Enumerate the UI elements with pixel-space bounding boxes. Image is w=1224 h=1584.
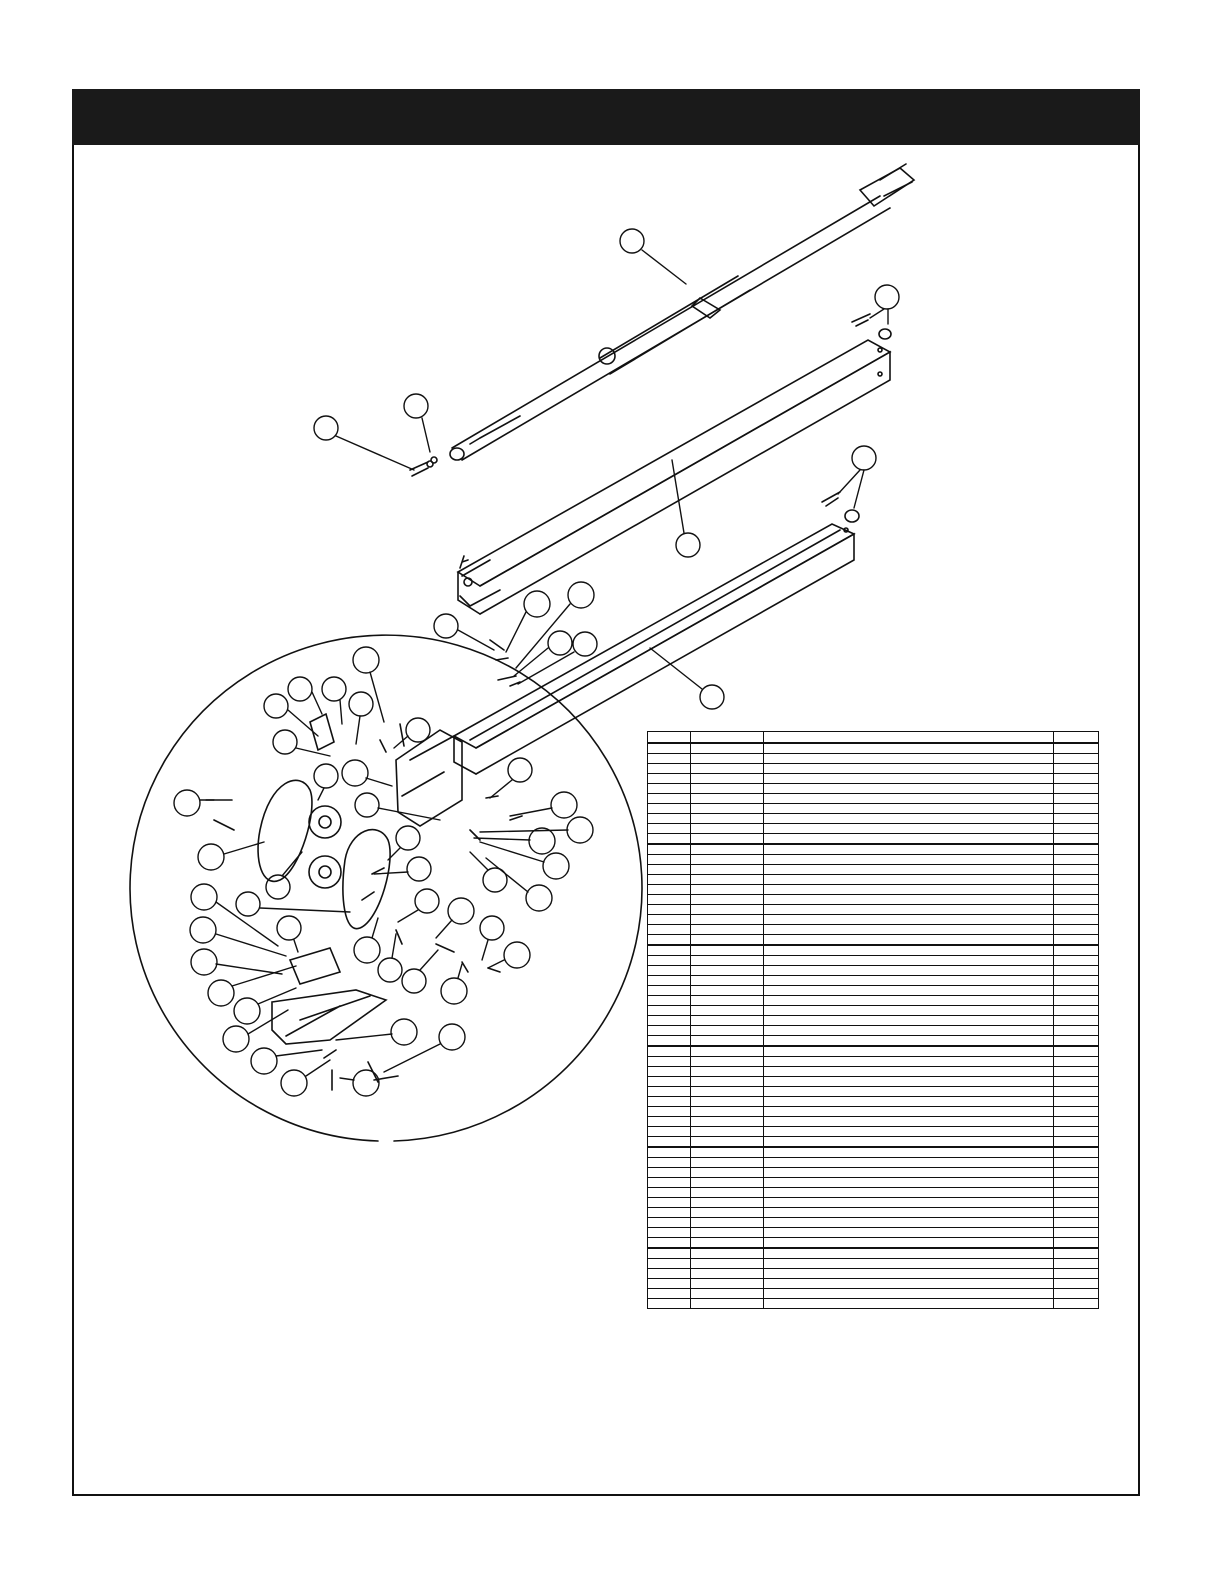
parts-table-cell xyxy=(648,1168,691,1178)
parts-table-cell xyxy=(1054,1117,1099,1127)
parts-table-cell xyxy=(764,945,1054,956)
parts-table-cell xyxy=(648,1067,691,1077)
col-description xyxy=(764,732,1054,744)
parts-table-cell xyxy=(691,1269,764,1279)
parts-table-cell xyxy=(764,1067,1054,1077)
parts-table-cell xyxy=(648,1299,691,1309)
parts-table-row xyxy=(648,1279,1099,1289)
parts-table-cell xyxy=(648,1016,691,1026)
parts-table-cell xyxy=(648,1097,691,1107)
parts-table-cell xyxy=(648,1117,691,1127)
parts-table-row xyxy=(648,814,1099,824)
parts-table-cell xyxy=(648,925,691,935)
parts-table-cell xyxy=(764,1248,1054,1259)
parts-table-cell xyxy=(764,956,1054,966)
parts-table-row xyxy=(648,1299,1099,1309)
parts-table-cell xyxy=(648,1046,691,1057)
parts-table-cell xyxy=(648,855,691,865)
parts-table-cell xyxy=(764,774,1054,784)
parts-table-cell xyxy=(691,935,764,946)
parts-table-row xyxy=(648,1016,1099,1026)
parts-table-cell xyxy=(691,1248,764,1259)
parts-table-cell xyxy=(691,804,764,814)
parts-table-cell xyxy=(764,1026,1054,1036)
parts-table-cell xyxy=(648,1178,691,1188)
parts-table-row xyxy=(648,945,1099,956)
parts-table-cell xyxy=(691,814,764,824)
parts-table-cell xyxy=(764,976,1054,986)
parts-table-cell xyxy=(1054,976,1099,986)
parts-table-cell xyxy=(691,1077,764,1087)
parts-table-cell xyxy=(1054,1279,1099,1289)
parts-table-cell xyxy=(691,1238,764,1249)
parts-table-row xyxy=(648,1036,1099,1047)
parts-table-cell xyxy=(691,976,764,986)
parts-table-cell xyxy=(764,1097,1054,1107)
parts-table-cell xyxy=(1054,774,1099,784)
parts-table-cell xyxy=(1054,905,1099,915)
parts-table-cell xyxy=(648,1259,691,1269)
parts-table-cell xyxy=(648,1127,691,1137)
parts-table-cell xyxy=(648,794,691,804)
parts-table-cell xyxy=(648,996,691,1006)
parts-table-cell xyxy=(691,956,764,966)
parts-table-cell xyxy=(691,925,764,935)
parts-table-row xyxy=(648,1127,1099,1137)
parts-table-row xyxy=(648,1198,1099,1208)
parts-table-cell xyxy=(764,1168,1054,1178)
parts-table-cell xyxy=(648,1026,691,1036)
parts-table-cell xyxy=(691,1198,764,1208)
parts-table-cell xyxy=(691,834,764,845)
parts-table-cell xyxy=(764,1279,1054,1289)
parts-table-cell xyxy=(648,935,691,946)
parts-table-cell xyxy=(1054,814,1099,824)
parts-table-cell xyxy=(1054,1269,1099,1279)
parts-table-cell xyxy=(764,1198,1054,1208)
parts-table-cell xyxy=(691,1188,764,1198)
parts-table-row xyxy=(648,834,1099,845)
parts-table-cell xyxy=(764,844,1054,855)
parts-table-cell xyxy=(648,1057,691,1067)
parts-table-cell xyxy=(648,895,691,905)
parts-table-cell xyxy=(1054,875,1099,885)
parts-table-cell xyxy=(1054,1198,1099,1208)
parts-table-cell xyxy=(1054,945,1099,956)
parts-table-cell xyxy=(1054,956,1099,966)
parts-table-cell xyxy=(648,764,691,774)
parts-table-cell xyxy=(1054,834,1099,845)
parts-table-row xyxy=(648,1269,1099,1279)
parts-table-cell xyxy=(691,784,764,794)
parts-table-row xyxy=(648,956,1099,966)
parts-table-cell xyxy=(648,905,691,915)
parts-table-row xyxy=(648,1259,1099,1269)
parts-table-cell xyxy=(764,1006,1054,1016)
parts-table-cell xyxy=(764,905,1054,915)
parts-table-cell xyxy=(691,945,764,956)
parts-table-cell xyxy=(648,1279,691,1289)
parts-table-cell xyxy=(648,743,691,754)
parts-table-cell xyxy=(764,1077,1054,1087)
detail-circle xyxy=(130,635,642,1141)
parts-table-cell xyxy=(648,1208,691,1218)
parts-table-row xyxy=(648,743,1099,754)
parts-table-cell xyxy=(1054,754,1099,764)
hydraulic-cylinder xyxy=(450,164,914,460)
parts-table-row xyxy=(648,915,1099,925)
parts-table-cell xyxy=(648,844,691,855)
parts-table-cell xyxy=(648,1158,691,1168)
parts-table-cell xyxy=(691,824,764,834)
parts-table-cell xyxy=(764,1188,1054,1198)
parts-table-row xyxy=(648,1057,1099,1067)
parts-table-cell xyxy=(648,966,691,976)
parts-table-cell xyxy=(648,1147,691,1158)
parts-list-table xyxy=(647,731,1099,1309)
parts-table-cell xyxy=(691,1228,764,1238)
parts-table-cell xyxy=(1054,1097,1099,1107)
parts-table-cell xyxy=(691,1259,764,1269)
parts-table-row xyxy=(648,774,1099,784)
parts-table-cell xyxy=(691,1016,764,1026)
parts-table-cell xyxy=(1054,1289,1099,1299)
parts-table-cell xyxy=(764,804,1054,814)
parts-table-cell xyxy=(648,1238,691,1249)
parts-table-cell xyxy=(1054,996,1099,1006)
parts-table-cell xyxy=(764,824,1054,834)
parts-table-row xyxy=(648,875,1099,885)
parts-table-cell xyxy=(691,1117,764,1127)
parts-table-cell xyxy=(1054,804,1099,814)
parts-table-row xyxy=(648,824,1099,834)
parts-table-row xyxy=(648,1117,1099,1127)
parts-table-row xyxy=(648,935,1099,946)
parts-table-cell xyxy=(648,885,691,895)
parts-table-cell xyxy=(648,1087,691,1097)
parts-table-cell xyxy=(764,814,1054,824)
parts-table-row xyxy=(648,764,1099,774)
parts-table-row xyxy=(648,1158,1099,1168)
parts-table-cell xyxy=(1054,743,1099,754)
parts-table-cell xyxy=(691,1178,764,1188)
parts-table-cell xyxy=(764,986,1054,996)
parts-table-cell xyxy=(1054,915,1099,925)
parts-table-header xyxy=(648,732,1099,744)
parts-table-cell xyxy=(691,996,764,1006)
parts-table-cell xyxy=(1054,865,1099,875)
parts-table-cell xyxy=(648,956,691,966)
parts-table-cell xyxy=(648,1036,691,1047)
parts-table-cell xyxy=(1054,855,1099,865)
parts-table-cell xyxy=(691,1137,764,1148)
parts-table-cell xyxy=(648,1137,691,1148)
parts-table-row xyxy=(648,855,1099,865)
parts-table-cell xyxy=(1054,986,1099,996)
parts-table-cell xyxy=(648,976,691,986)
parts-table-cell xyxy=(648,824,691,834)
parts-table-cell xyxy=(764,1208,1054,1218)
parts-table-cell xyxy=(691,844,764,855)
parts-table-cell xyxy=(691,774,764,784)
parts-table-cell xyxy=(1054,1107,1099,1117)
parts-table-cell xyxy=(1054,925,1099,935)
parts-table-cell xyxy=(1054,1299,1099,1309)
parts-table-cell xyxy=(691,1097,764,1107)
parts-table-cell xyxy=(764,743,1054,754)
parts-table-cell xyxy=(764,966,1054,976)
parts-table-cell xyxy=(764,996,1054,1006)
parts-table-row xyxy=(648,925,1099,935)
parts-table-row xyxy=(648,1178,1099,1188)
parts-table-cell xyxy=(1054,1178,1099,1188)
parts-table-cell xyxy=(764,1299,1054,1309)
parts-table-cell xyxy=(764,1057,1054,1067)
parts-table-cell xyxy=(764,1158,1054,1168)
parts-table-cell xyxy=(1054,1036,1099,1047)
parts-table-cell xyxy=(691,1147,764,1158)
parts-table-cell xyxy=(764,1137,1054,1148)
parts-table-cell xyxy=(691,1158,764,1168)
parts-table-cell xyxy=(648,1188,691,1198)
parts-table-cell xyxy=(1054,966,1099,976)
parts-table-cell xyxy=(691,1036,764,1047)
parts-table-row xyxy=(648,794,1099,804)
parts-table-cell xyxy=(691,986,764,996)
parts-table-cell xyxy=(1054,784,1099,794)
parts-table-cell xyxy=(691,1279,764,1289)
parts-table-cell xyxy=(648,1198,691,1208)
parts-table-cell xyxy=(691,1026,764,1036)
parts-table-cell xyxy=(691,1046,764,1057)
parts-table-cell xyxy=(648,774,691,784)
parts-table-cell xyxy=(764,1289,1054,1299)
parts-table-cell xyxy=(764,764,1054,774)
parts-table-cell xyxy=(691,794,764,804)
parts-table-cell xyxy=(1054,935,1099,946)
end-caps xyxy=(822,314,891,522)
parts-table-cell xyxy=(691,905,764,915)
parts-table-cell xyxy=(764,915,1054,925)
parts-table-cell xyxy=(1054,1158,1099,1168)
outer-boom xyxy=(458,340,890,614)
parts-table-cell xyxy=(1054,1016,1099,1026)
parts-table-row xyxy=(648,865,1099,875)
parts-table-cell xyxy=(691,1006,764,1016)
parts-table-cell xyxy=(764,1238,1054,1249)
parts-table-row xyxy=(648,1067,1099,1077)
parts-table-row xyxy=(648,1168,1099,1178)
parts-table-row xyxy=(648,1228,1099,1238)
parts-table-row xyxy=(648,1006,1099,1016)
parts-table-cell xyxy=(764,1218,1054,1228)
parts-table-cell xyxy=(1054,1057,1099,1067)
parts-table-cell xyxy=(648,1289,691,1299)
parts-table-cell xyxy=(1054,885,1099,895)
parts-table-cell xyxy=(691,1057,764,1067)
col-item xyxy=(648,732,691,744)
parts-table-cell xyxy=(1054,824,1099,834)
parts-table-cell xyxy=(648,834,691,845)
parts-table-row xyxy=(648,844,1099,855)
parts-table-cell xyxy=(1054,1046,1099,1057)
parts-table-cell xyxy=(764,1259,1054,1269)
parts-table-cell xyxy=(764,1269,1054,1279)
parts-table-cell xyxy=(764,1087,1054,1097)
parts-table-cell xyxy=(691,1087,764,1097)
parts-table-cell xyxy=(1054,1228,1099,1238)
parts-table-row xyxy=(648,1218,1099,1228)
parts-table-cell xyxy=(764,855,1054,865)
parts-table-cell xyxy=(1054,1259,1099,1269)
parts-table-row xyxy=(648,976,1099,986)
parts-table-cell xyxy=(764,1127,1054,1137)
parts-table-cell xyxy=(691,1208,764,1218)
parts-table-cell xyxy=(1054,1238,1099,1249)
parts-table-cell xyxy=(648,865,691,875)
parts-table-cell xyxy=(764,1016,1054,1026)
parts-table-row xyxy=(648,966,1099,976)
parts-table-row xyxy=(648,754,1099,764)
parts-table-cell xyxy=(1054,1127,1099,1137)
parts-table-cell xyxy=(691,885,764,895)
parts-table-cell xyxy=(1054,794,1099,804)
parts-table-cell xyxy=(691,1067,764,1077)
parts-table-cell xyxy=(1054,1137,1099,1148)
parts-table-cell xyxy=(648,1077,691,1087)
parts-table-row xyxy=(648,1147,1099,1158)
parts-table-cell xyxy=(764,875,1054,885)
parts-table-cell xyxy=(1054,895,1099,905)
parts-table-row xyxy=(648,986,1099,996)
parts-table-cell xyxy=(648,1006,691,1016)
parts-table-row xyxy=(648,784,1099,794)
parts-table-cell xyxy=(1054,1188,1099,1198)
parts-table-cell xyxy=(691,743,764,754)
parts-table-row xyxy=(648,1026,1099,1036)
parts-table-cell xyxy=(691,1218,764,1228)
parts-table-row xyxy=(648,1046,1099,1057)
parts-table-cell xyxy=(648,1269,691,1279)
parts-table-cell xyxy=(1054,1208,1099,1218)
parts-table-cell xyxy=(648,1228,691,1238)
parts-table-row xyxy=(648,1107,1099,1117)
parts-table-cell xyxy=(691,1289,764,1299)
parts-table-row xyxy=(648,1238,1099,1249)
parts-table-cell xyxy=(1054,1168,1099,1178)
parts-table-cell xyxy=(764,1046,1054,1057)
parts-table-cell xyxy=(648,1107,691,1117)
parts-table-cell xyxy=(1054,764,1099,774)
parts-table-cell xyxy=(691,895,764,905)
parts-table-row xyxy=(648,1137,1099,1148)
parts-table-cell xyxy=(1054,1026,1099,1036)
parts-table-cell xyxy=(764,1178,1054,1188)
parts-table-cell xyxy=(764,1228,1054,1238)
parts-table-row xyxy=(648,1077,1099,1087)
parts-table-row xyxy=(648,885,1099,895)
parts-table-row xyxy=(648,1248,1099,1259)
parts-table-cell xyxy=(764,895,1054,905)
parts-table-cell xyxy=(764,834,1054,845)
parts-table-cell xyxy=(764,865,1054,875)
parts-table-cell xyxy=(691,1299,764,1309)
parts-table-cell xyxy=(764,1117,1054,1127)
parts-table-cell xyxy=(691,764,764,774)
parts-table-cell xyxy=(764,1036,1054,1047)
parts-table-cell xyxy=(1054,1067,1099,1077)
parts-table-cell xyxy=(1054,844,1099,855)
parts-table-cell xyxy=(764,935,1054,946)
parts-table-cell xyxy=(691,875,764,885)
parts-table-row xyxy=(648,1097,1099,1107)
parts-table-cell xyxy=(648,804,691,814)
parts-table-cell xyxy=(648,784,691,794)
parts-table-cell xyxy=(648,814,691,824)
parts-table-cell xyxy=(691,915,764,925)
col-part-number xyxy=(691,732,764,744)
parts-table-cell xyxy=(764,754,1054,764)
parts-table-row xyxy=(648,1087,1099,1097)
parts-table-cell xyxy=(648,875,691,885)
parts-table-cell xyxy=(691,1168,764,1178)
parts-table-cell xyxy=(1054,1077,1099,1087)
parts-table-cell xyxy=(691,1107,764,1117)
parts-table-row xyxy=(648,905,1099,915)
parts-table-cell xyxy=(691,1127,764,1137)
parts-table-cell xyxy=(1054,1147,1099,1158)
parts-table-cell xyxy=(648,754,691,764)
parts-table-cell xyxy=(648,915,691,925)
parts-table-cell xyxy=(1054,1006,1099,1016)
parts-table-row xyxy=(648,1188,1099,1198)
parts-table-cell xyxy=(691,966,764,976)
col-qty xyxy=(1054,732,1099,744)
parts-table-cell xyxy=(1054,1248,1099,1259)
parts-table-cell xyxy=(1054,1087,1099,1097)
parts-table-row xyxy=(648,1208,1099,1218)
parts-table-cell xyxy=(764,885,1054,895)
parts-table-cell xyxy=(764,925,1054,935)
parts-table-cell xyxy=(648,986,691,996)
parts-table-cell xyxy=(691,855,764,865)
parts-table-row xyxy=(648,895,1099,905)
parts-table-cell xyxy=(648,945,691,956)
parts-table-cell xyxy=(764,784,1054,794)
parts-table-row xyxy=(648,1289,1099,1299)
parts-table-cell xyxy=(1054,1218,1099,1228)
parts-table-cell xyxy=(691,865,764,875)
parts-table-cell xyxy=(764,1147,1054,1158)
parts-table-cell xyxy=(764,1107,1054,1117)
parts-table-row xyxy=(648,996,1099,1006)
parts-table-cell xyxy=(648,1218,691,1228)
parts-table-cell xyxy=(648,1248,691,1259)
parts-table-row xyxy=(648,804,1099,814)
parts-table-cell xyxy=(764,794,1054,804)
base-pins xyxy=(410,457,437,476)
parts-table-cell xyxy=(691,754,764,764)
